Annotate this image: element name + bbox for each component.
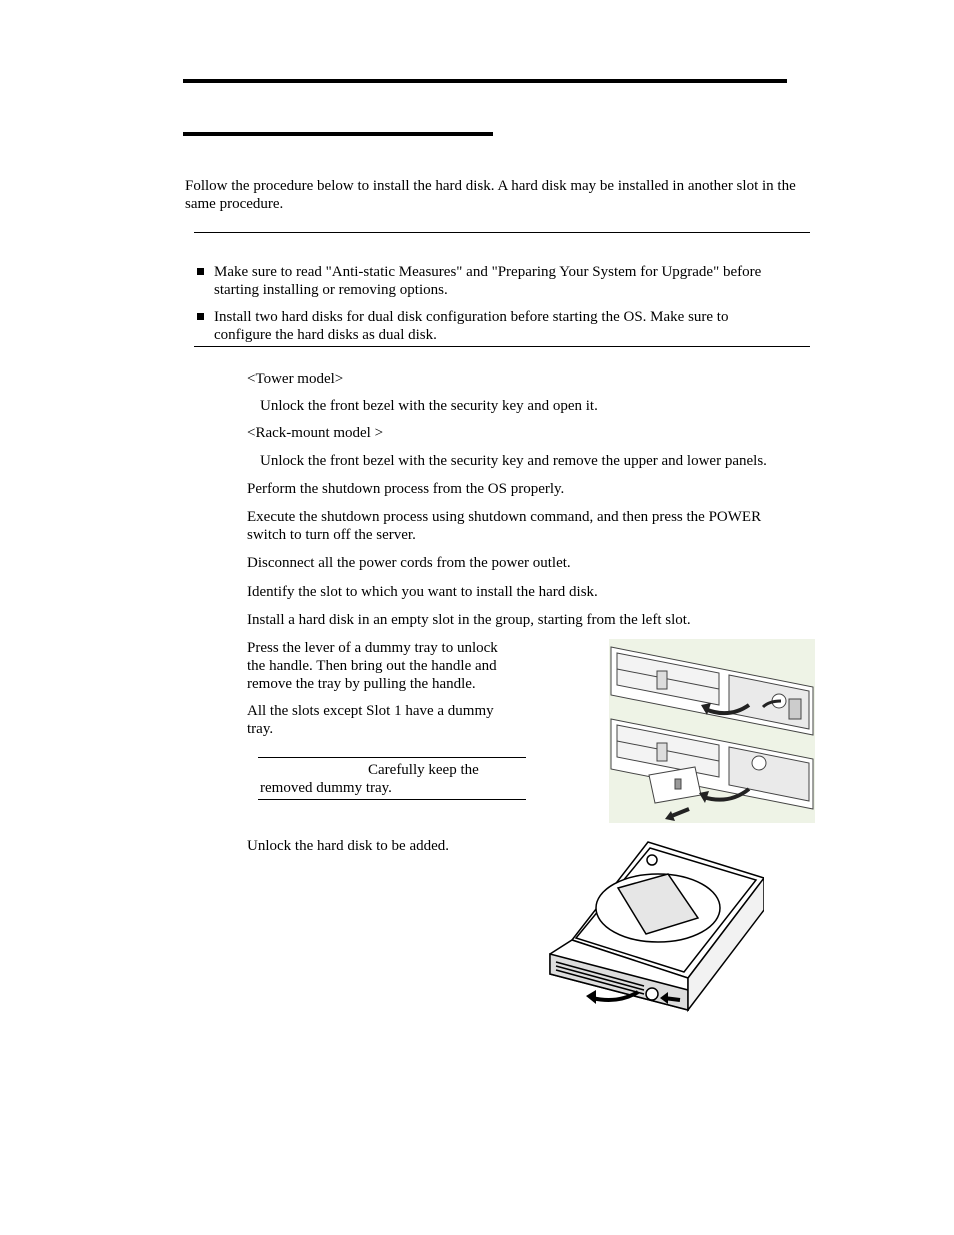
step-dummy-tray: Press the lever of a dummy tray to unlock the handle. Then bring out the handle and remove the tray by pulling the handle. [247, 640, 498, 692]
keep-tray-text: Carefully keep the removed dummy tray. [260, 762, 479, 796]
step-dummy-note: All the slots except Slot 1 have a dummy tray. [247, 703, 494, 737]
important-bottom-rule [194, 346, 810, 347]
important-item: Make sure to read "Anti-static Measures" and "Preparing Your System for Upgrade" before starting installing or removing options. [214, 264, 762, 298]
keep-tray-note [260, 761, 510, 797]
tower-model-text: Unlock the front bezel with the security key and open it. [260, 398, 598, 414]
tower-model-heading: <Tower model> [247, 371, 344, 387]
bullet-icon [197, 268, 204, 275]
step-install-empty: Install a hard disk in an empty slot in the group, starting from the left slot. [247, 612, 691, 628]
rack-model-text: Unlock the front bezel with the security key and remove the upper and lower panels. [260, 453, 767, 469]
rack-model-heading: <Rack-mount model > [247, 425, 384, 441]
important-top-rule [194, 232, 810, 233]
step-shutdown: Perform the shutdown process from the OS properly. [247, 481, 565, 497]
note-bottom-rule [258, 799, 526, 800]
section-rule [183, 132, 493, 136]
header-rule [183, 79, 787, 83]
note-top-rule [258, 757, 526, 758]
intro-paragraph: Follow the procedure below to install the hard disk. A hard disk may be installed in another slot in the same procedure. [185, 178, 796, 212]
bullet-icon [197, 313, 204, 320]
important-item: Install two hard disks for dual disk configuration before starting the OS. Make sure to configure the hard disks as dual disk. [214, 309, 729, 343]
hard-disk-unlock-illustration [548, 838, 764, 1014]
step-shutdown-detail: Execute the shutdown process using shutdown command, and then press the POWER switch to turn off the server. [247, 509, 762, 543]
step-unlock-disk: Unlock the hard disk to be added. [247, 838, 450, 854]
server-dummy-tray-illustration [609, 639, 815, 823]
step-identify: Identify the slot to which you want to install the hard disk. [247, 584, 598, 600]
step-disconnect: Disconnect all the power cords from the power outlet. [247, 555, 571, 571]
